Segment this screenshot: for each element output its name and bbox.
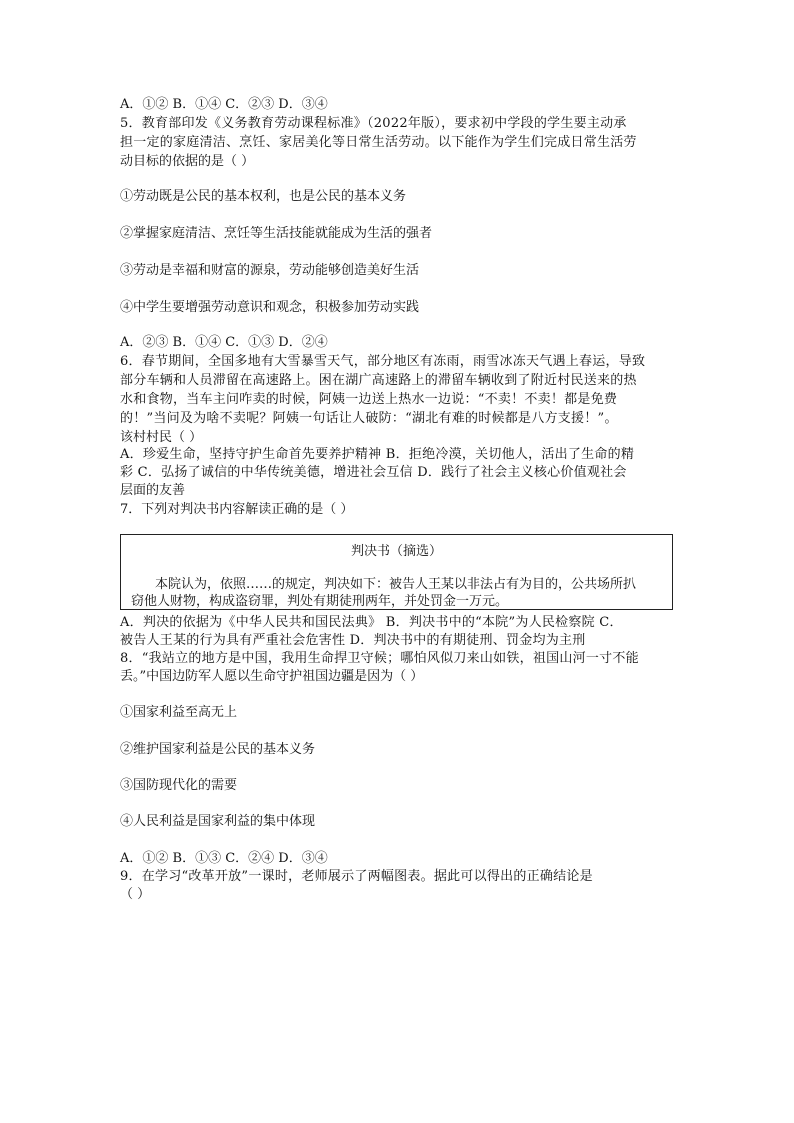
- judgment-title: 判决书（摘选）: [350, 544, 442, 559]
- q8-stem-line-2: 丢。”中国边防军人愿以生命守护祖国边疆是因为（ ）: [120, 669, 424, 684]
- q7-stem: 7．下列对判决书内容解读正确的是（ ）: [120, 502, 354, 517]
- q6-stem-line-4: 的！”当问及为啥不卖呢？阿姨一句话让人破防：“湖北有难的时候都是八方支援！”。: [120, 411, 618, 426]
- q7-options-line-1: A．判决的依据为《中华人民共和国民法典》 B．判决书中的“本院”为人民检察院 C．: [120, 615, 623, 630]
- q9-stem-line-1: 9．在学习“改革开放”一课时，老师展示了两幅图表。据此可以得出的正确结论是: [120, 869, 593, 884]
- q6-stem-line-1: 6．春节期间，全国多地有大雪暴雪天气，部分地区有冻雨，雨雪冰冻天气遇上春运，导致: [120, 354, 646, 369]
- q6-stem-line-3: 水和食物，当车主问咋卖的时候，阿姨一边送上热水一边说：“不卖！不卖！都是免费: [120, 392, 618, 407]
- q6-stem-line-5: 该村村民（ ）: [120, 430, 203, 445]
- q8-statement-1: ①国家利益至高无上: [120, 705, 238, 720]
- q8-options: A．①② B．①③ C．②④ D．③④: [120, 851, 328, 866]
- q8-statement-4: ④人民利益是国家利益的集中体现: [120, 814, 316, 829]
- q5-stem-line-3: 动目标的依据的是（ ）: [120, 154, 255, 169]
- judgment-text-line-1: 本院认为，依照……的规定，判决如下：被告人王某以非法占有为目的，公共场所扒: [155, 577, 637, 592]
- q5-statement-1: ①劳动既是公民的基本权利，也是公民的基本义务: [120, 189, 407, 204]
- q6-options-line-2: 彩 C．弘扬了诚信的中华传统美德，增进社会互信 D．践行了社会主义核心价值观社会: [120, 465, 627, 480]
- q6-options-line-1: A．珍爱生命，坚持守护生命首先要养护精神 B．拒绝冷漠，关切他人，活出了生命的精: [120, 447, 635, 462]
- q5-stem-line-1: 5．教育部印发《义务教育劳动课程标准》（2022年版），要求初中学段的学生要主动承: [120, 116, 627, 131]
- q4-options: A．①② B．①④ C．②③ D．③④: [120, 97, 328, 112]
- q6-options-line-3: 层面的友善: [120, 483, 186, 498]
- q5-statement-2: ②掌握家庭清洁、烹饪等生活技能就能成为生活的强者: [120, 226, 433, 241]
- judgment-text-line-2: 窃他人财物，构成盗窃罪，判处有期徒刑两年，并处罚金一万元。: [131, 594, 509, 609]
- q8-statement-2: ②维护国家利益是公民的基本义务: [120, 742, 316, 757]
- q5-statement-3: ③劳动是幸福和财富的源泉，劳动能够创造美好生活: [120, 263, 420, 278]
- q7-options-line-2: 被告人王某的行为具有严重社会危害性 D．判决书中的有期徒刑、罚金均为主刑: [120, 633, 586, 648]
- q5-statement-4: ④中学生要增强劳动意识和观念，积极参加劳动实践: [120, 300, 420, 315]
- q6-stem-line-2: 部分车辆和人员滞留在高速路上。困在湖广高速路上的滞留车辆收到了附近村民送来的热: [120, 373, 637, 388]
- q9-stem-line-2: （ ）: [120, 887, 151, 902]
- q5-options: A．②③ B．①④ C．①③ D．②④: [120, 335, 328, 350]
- q8-stem-line-1: 8．“我站立的地方是中国，我用生命捍卫守候；哪怕风似刀来山如铁，祖国山河一寸不能: [120, 651, 639, 666]
- q8-statement-3: ③国防现代化的需要: [120, 778, 238, 793]
- judgment-excerpt-box: [120, 534, 673, 610]
- q5-stem-line-2: 担一定的家庭清洁、烹饪、家居美化等日常生活劳动。以下能作为学生们完成日常生活劳: [120, 135, 637, 150]
